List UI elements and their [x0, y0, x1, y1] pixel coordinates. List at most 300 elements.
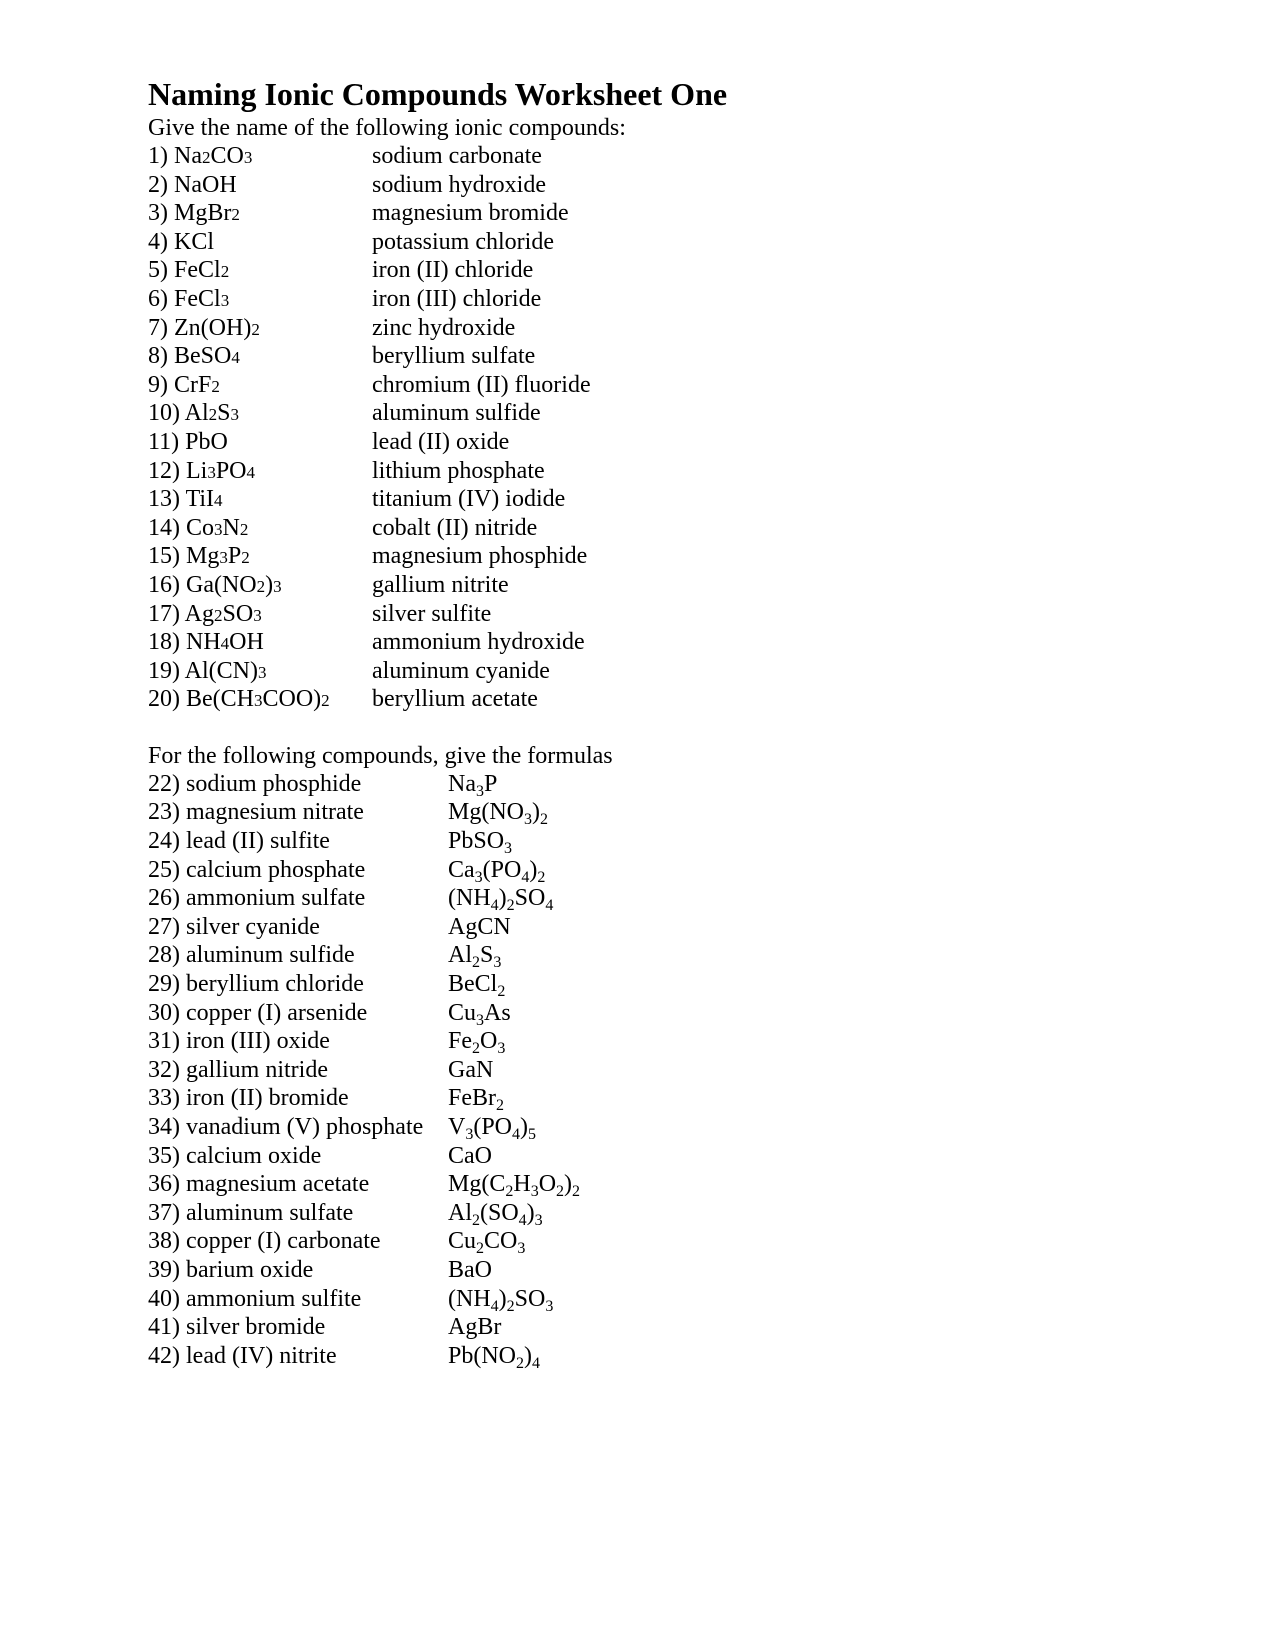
question-number: 26)	[148, 885, 186, 912]
list-item	[148, 285, 1148, 314]
question-number: 8)	[148, 343, 174, 370]
answer-name: beryllium acetate	[372, 686, 538, 713]
list-item	[148, 1285, 1148, 1314]
question-number: 2)	[148, 171, 174, 198]
formula-text: AgCN	[448, 913, 511, 940]
question-name	[148, 827, 330, 856]
question-formula	[148, 657, 267, 688]
question-number: 6)	[148, 285, 174, 312]
section-spacer	[148, 714, 1148, 742]
formula-text: Pb(NO	[448, 1342, 517, 1369]
answer-name: titanium (IV) iodide	[372, 486, 566, 513]
formula-subscript: 2	[537, 868, 546, 886]
list-item	[148, 1084, 1148, 1113]
list-item	[148, 542, 1148, 571]
formula-text: )	[524, 1342, 533, 1369]
formula-subscript: 3	[254, 691, 263, 711]
formula-text: H	[513, 1171, 531, 1198]
formula-subscript: 2	[516, 1354, 525, 1372]
formula-text: FeBr	[448, 1085, 496, 1112]
formula-text: )	[526, 1199, 535, 1226]
question-number: 10)	[148, 400, 185, 427]
formula-subscript: 3	[474, 868, 483, 886]
formula-text: S	[480, 942, 494, 969]
answer-formula	[448, 970, 505, 999]
list-item	[148, 199, 1148, 228]
list-item	[148, 142, 1148, 171]
formula-text: Ga(NO	[186, 571, 257, 598]
question-number: 1)	[148, 143, 174, 169]
formula-subscript: 3	[243, 148, 253, 167]
compound-name: silver bromide	[186, 1314, 326, 1341]
question-name	[148, 1285, 361, 1314]
list-item	[148, 600, 1148, 629]
answer-name: lithium phosphate	[372, 457, 545, 484]
compound-name: copper (I) carbonate	[186, 1228, 381, 1255]
list-item	[148, 514, 1148, 543]
question-formula	[148, 428, 228, 457]
formula-subscript: 2	[220, 262, 230, 282]
answer-formula	[448, 1199, 543, 1228]
formula-subscript: 2	[506, 897, 515, 915]
answer-formula	[448, 1027, 505, 1056]
answer-formula	[448, 1170, 580, 1199]
question-name	[148, 798, 364, 827]
formula-text: S	[217, 400, 231, 427]
formula-subscript: 5	[528, 1126, 537, 1143]
question-name	[148, 1027, 330, 1056]
list-item	[148, 827, 1148, 856]
answer-formula	[448, 827, 512, 856]
question-formula	[148, 628, 264, 659]
formula-text: Co	[186, 514, 215, 541]
question-number: 17)	[148, 600, 185, 627]
answer-formula	[448, 1084, 504, 1113]
formula-subscript: 4	[246, 462, 256, 482]
list-item	[148, 457, 1148, 486]
formula-text: Al	[448, 1199, 472, 1226]
formula-subscript: 2	[540, 811, 548, 829]
formula-text: NH	[186, 629, 221, 656]
compound-name: barium oxide	[186, 1256, 314, 1283]
answer-name: magnesium bromide	[372, 200, 569, 227]
question-name	[148, 1313, 325, 1342]
answer-name: lead (II) oxide	[372, 428, 510, 455]
question-name	[148, 1342, 337, 1371]
formula-subscript: 3	[253, 605, 262, 625]
question-formula	[148, 314, 260, 345]
formula-text: )	[265, 571, 274, 598]
question-number: 34)	[148, 1114, 186, 1140]
formula-subscript: 2	[231, 205, 240, 225]
section1-list	[148, 142, 1148, 714]
question-formula	[148, 457, 255, 488]
formula-subscript: 2	[472, 1040, 480, 1058]
formula-subscript: 4	[545, 897, 554, 915]
formula-subscript: 2	[256, 576, 266, 596]
question-formula	[148, 571, 282, 602]
question-name	[148, 941, 355, 970]
formula-subscript: 3	[493, 954, 502, 972]
formula-text: P	[483, 770, 498, 797]
list-item	[148, 628, 1148, 657]
formula-subscript: 4	[220, 634, 230, 654]
compound-name: sodium phosphide	[186, 770, 362, 797]
formula-subscript: 2	[241, 548, 250, 568]
formula-subscript: 2	[201, 148, 211, 167]
formula-text: SO	[222, 600, 254, 627]
answer-formula	[448, 884, 553, 913]
question-number: 30)	[148, 999, 186, 1026]
formula-subscript: 2	[208, 405, 218, 425]
formula-text: )	[498, 1285, 507, 1312]
list-item	[148, 228, 1148, 257]
question-formula	[148, 256, 229, 287]
question-name	[148, 999, 367, 1028]
formula-text: Mg(NO	[448, 799, 524, 826]
answer-formula	[448, 856, 545, 885]
question-formula	[148, 542, 250, 573]
question-number: 32)	[148, 1056, 186, 1083]
answer-formula	[448, 798, 548, 827]
compound-name: lead (II) sulfite	[186, 828, 330, 855]
compound-name: copper (I) arsenide	[186, 999, 368, 1026]
compound-name: aluminum sulfide	[186, 942, 355, 969]
question-formula	[148, 285, 229, 316]
compound-name: vanadium (V) phosphate	[186, 1114, 424, 1140]
formula-text: O	[480, 1028, 498, 1055]
question-number: 37)	[148, 1199, 186, 1226]
answer-name: gallium nitrite	[372, 571, 509, 598]
question-number: 20)	[148, 686, 186, 713]
list-item	[148, 571, 1148, 600]
list-item	[148, 1170, 1148, 1199]
list-item	[148, 371, 1148, 400]
answer-formula	[448, 1313, 501, 1342]
formula-subscript: 4	[490, 1297, 499, 1315]
question-number: 25)	[148, 856, 186, 883]
question-number: 33)	[148, 1085, 186, 1112]
answer-name: ammonium hydroxide	[372, 629, 585, 656]
answer-name: sodium hydroxide	[372, 171, 546, 198]
question-name	[148, 884, 365, 913]
formula-subscript: 2	[211, 376, 220, 396]
formula-text: CO	[210, 143, 244, 169]
question-formula	[148, 685, 330, 716]
formula-text: CO	[484, 1228, 518, 1255]
answer-name: magnesium phosphide	[372, 543, 588, 570]
formula-subscript: 2	[321, 691, 330, 711]
list-item	[148, 999, 1148, 1028]
question-number: 9)	[148, 371, 174, 398]
answer-formula	[448, 999, 511, 1028]
answer-name: potassium chloride	[372, 228, 554, 255]
list-item	[148, 342, 1148, 371]
formula-text: TiI	[185, 486, 215, 513]
question-number: 40)	[148, 1285, 186, 1312]
formula-text: Ag	[184, 600, 215, 627]
list-item	[148, 428, 1148, 457]
list-item	[148, 1056, 1148, 1085]
compound-name: iron (III) oxide	[186, 1028, 330, 1055]
question-number: 29)	[148, 971, 186, 998]
formula-subscript: 2	[497, 983, 506, 1001]
formula-text: CaO	[448, 1142, 492, 1169]
formula-subscript: 3	[504, 840, 513, 858]
formula-subscript: 3	[475, 782, 484, 800]
compound-name: silver cyanide	[186, 913, 320, 940]
formula-text: (NH	[448, 1285, 491, 1312]
compound-name: iron (II) bromide	[186, 1085, 349, 1112]
answer-name: zinc hydroxide	[372, 314, 516, 341]
worksheet-title: Naming Ionic Compounds Worksheet One	[148, 76, 728, 112]
answer-formula	[448, 913, 511, 942]
formula-text: Cu	[448, 1228, 477, 1255]
question-number: 41)	[148, 1314, 186, 1341]
answer-name: iron (II) chloride	[372, 257, 534, 284]
formula-text: P	[227, 543, 242, 570]
formula-subscript: 3	[530, 1183, 539, 1201]
question-formula	[148, 485, 223, 516]
question-number: 19)	[148, 657, 185, 684]
question-number: 3)	[148, 200, 174, 227]
question-formula	[148, 228, 214, 257]
list-item	[148, 798, 1148, 827]
formula-subscript: 2	[556, 1183, 565, 1201]
formula-subscript: 3	[465, 1126, 474, 1143]
question-number: 13)	[148, 486, 186, 513]
question-name	[148, 1227, 381, 1256]
section1-instruction: Give the name of the following ionic compounds:	[148, 115, 626, 141]
compound-name: beryllium chloride	[186, 971, 364, 998]
formula-subscript: 2	[496, 1097, 504, 1115]
formula-subscript: 3	[219, 548, 228, 568]
list-item	[148, 1227, 1148, 1256]
answer-formula	[448, 1256, 492, 1285]
formula-text: )	[564, 1171, 573, 1198]
answer-formula	[448, 1285, 553, 1314]
compound-name: lead (IV) nitrite	[186, 1342, 337, 1369]
question-formula	[148, 399, 239, 430]
formula-subscript: 2	[239, 519, 249, 539]
question-number: 35)	[148, 1142, 186, 1169]
formula-text: AgBr	[448, 1314, 502, 1341]
answer-name: silver sulfite	[372, 600, 492, 627]
list-item	[148, 856, 1148, 885]
formula-subscript: 4	[521, 868, 530, 886]
formula-subscript: 3	[207, 462, 216, 482]
formula-text: N	[222, 514, 240, 541]
compound-name: aluminum sulfate	[186, 1199, 354, 1226]
list-item	[148, 770, 1148, 799]
answer-formula	[448, 1056, 493, 1085]
formula-text: MgBr	[174, 200, 232, 227]
list-item	[148, 1313, 1148, 1342]
list-item	[148, 314, 1148, 343]
question-formula	[148, 199, 240, 230]
formula-text: V	[448, 1114, 466, 1140]
formula-subscript: 2	[214, 605, 223, 625]
question-name	[148, 1170, 369, 1199]
question-number: 7)	[148, 314, 174, 341]
formula-text: CrF	[174, 371, 212, 398]
answer-name: cobalt (II) nitride	[372, 514, 538, 541]
formula-subscript: 3	[476, 1011, 485, 1029]
formula-subscript: 3	[497, 1040, 506, 1058]
question-number: 14)	[148, 514, 186, 541]
answer-formula	[448, 941, 501, 970]
list-item	[148, 256, 1148, 285]
list-item	[148, 1342, 1148, 1371]
formula-subscript: 2	[472, 1211, 480, 1229]
formula-subscript: 2	[476, 1240, 485, 1258]
formula-subscript: 3	[258, 662, 267, 682]
answer-name: iron (III) chloride	[372, 285, 542, 312]
formula-subscript: 3	[524, 811, 532, 829]
list-item	[148, 1256, 1148, 1285]
list-item	[148, 171, 1148, 200]
question-number: 31)	[148, 1028, 186, 1055]
answer-name: sodium carbonate	[372, 143, 542, 169]
formula-subscript: 4	[532, 1354, 541, 1372]
formula-subscript: 4	[214, 491, 223, 511]
list-item	[148, 913, 1148, 942]
answer-formula	[448, 1342, 540, 1371]
formula-text: Al	[448, 942, 472, 969]
formula-subscript: 2	[472, 954, 480, 972]
formula-text: KCl	[174, 228, 215, 255]
question-formula	[148, 600, 262, 631]
formula-subscript: 2	[572, 1183, 581, 1201]
list-item	[148, 1027, 1148, 1056]
formula-text: Al(CN)	[184, 657, 258, 684]
list-item	[148, 970, 1148, 999]
formula-text: SO	[514, 885, 546, 912]
question-number: 23)	[148, 799, 186, 826]
formula-text: GaN	[448, 1056, 494, 1083]
list-item	[148, 1113, 1148, 1142]
answer-name: aluminum cyanide	[372, 657, 550, 684]
formula-subscript: 3	[214, 519, 223, 539]
formula-text: NaOH	[174, 171, 237, 198]
question-number: 16)	[148, 571, 186, 598]
list-item	[148, 657, 1148, 686]
answer-formula	[448, 770, 497, 799]
question-number: 27)	[148, 913, 186, 940]
formula-text: (NH	[448, 885, 491, 912]
answer-name: aluminum sulfide	[372, 400, 541, 427]
question-number: 24)	[148, 828, 186, 855]
formula-text: )	[520, 1114, 529, 1140]
formula-text: (PO	[473, 1114, 513, 1140]
question-formula	[148, 371, 220, 402]
question-name	[148, 1199, 353, 1228]
question-formula	[148, 142, 252, 173]
question-number: 42)	[148, 1342, 186, 1369]
formula-text: (SO	[480, 1199, 519, 1226]
list-item	[148, 399, 1148, 428]
question-number: 12)	[148, 457, 186, 484]
formula-text: Mg	[186, 543, 220, 570]
formula-text: OH	[229, 629, 264, 656]
formula-text: Na	[448, 770, 476, 797]
list-item	[148, 941, 1148, 970]
formula-subscript: 4	[231, 348, 240, 368]
formula-subscript: 3	[230, 405, 240, 425]
question-name	[148, 770, 361, 799]
formula-text: Be(CH	[186, 686, 254, 713]
compound-name: gallium nitride	[186, 1056, 328, 1083]
formula-text: FeCl	[174, 285, 221, 312]
formula-text: Al	[184, 400, 209, 427]
question-number: 5)	[148, 257, 174, 284]
question-number: 38)	[148, 1228, 186, 1255]
section2-instruction: For the following compounds, give the formulas	[148, 742, 613, 769]
question-number: 15)	[148, 543, 186, 570]
question-name	[148, 1142, 321, 1171]
question-name	[148, 1056, 328, 1085]
question-name	[148, 1256, 313, 1285]
question-number: 28)	[148, 942, 186, 969]
question-number: 18)	[148, 629, 186, 656]
formula-subscript: 3	[517, 1240, 526, 1258]
formula-subscript: 2	[505, 1183, 514, 1201]
list-item	[148, 1142, 1148, 1171]
list-item	[148, 884, 1148, 913]
formula-text: Ca	[448, 856, 475, 883]
compound-name: ammonium sulfite	[186, 1285, 362, 1312]
compound-name: ammonium sulfate	[186, 885, 366, 912]
list-item	[148, 685, 1148, 714]
question-formula	[148, 514, 248, 545]
list-item	[148, 485, 1148, 514]
question-name	[148, 970, 364, 999]
question-name	[148, 856, 365, 885]
formula-text: Mg(C	[448, 1171, 506, 1198]
formula-text: (PO	[482, 856, 522, 883]
formula-subscript: 2	[506, 1297, 515, 1315]
formula-text: FeCl	[174, 257, 221, 284]
formula-subscript: 3	[534, 1211, 543, 1229]
formula-text: As	[484, 999, 511, 1026]
question-number: 36)	[148, 1171, 186, 1198]
formula-text: O	[538, 1171, 557, 1198]
formula-subscript: 3	[545, 1297, 554, 1315]
formula-subscript: 3	[273, 576, 282, 596]
worksheet-page	[148, 74, 1148, 1370]
formula-text: PbO	[185, 428, 228, 455]
answer-formula	[448, 1142, 492, 1171]
formula-text: Na	[174, 143, 202, 169]
compound-name: magnesium acetate	[186, 1171, 370, 1198]
question-formula	[148, 342, 240, 373]
compound-name: calcium phosphate	[186, 856, 366, 883]
answer-name: chromium (II) fluoride	[372, 371, 591, 398]
section2-list	[148, 770, 1148, 1370]
formula-subscript: 2	[251, 319, 260, 339]
formula-subscript: 3	[220, 290, 230, 310]
answer-formula	[448, 1113, 536, 1142]
formula-subscript: 4	[518, 1211, 527, 1229]
formula-subscript: 4	[512, 1126, 521, 1143]
list-item	[148, 1199, 1148, 1228]
question-name	[148, 1113, 423, 1142]
formula-text: )	[529, 856, 538, 883]
compound-name: magnesium nitrate	[186, 799, 364, 826]
formula-text: )	[532, 799, 540, 826]
question-number: 22)	[148, 770, 186, 797]
formula-text: Fe	[448, 1028, 472, 1055]
